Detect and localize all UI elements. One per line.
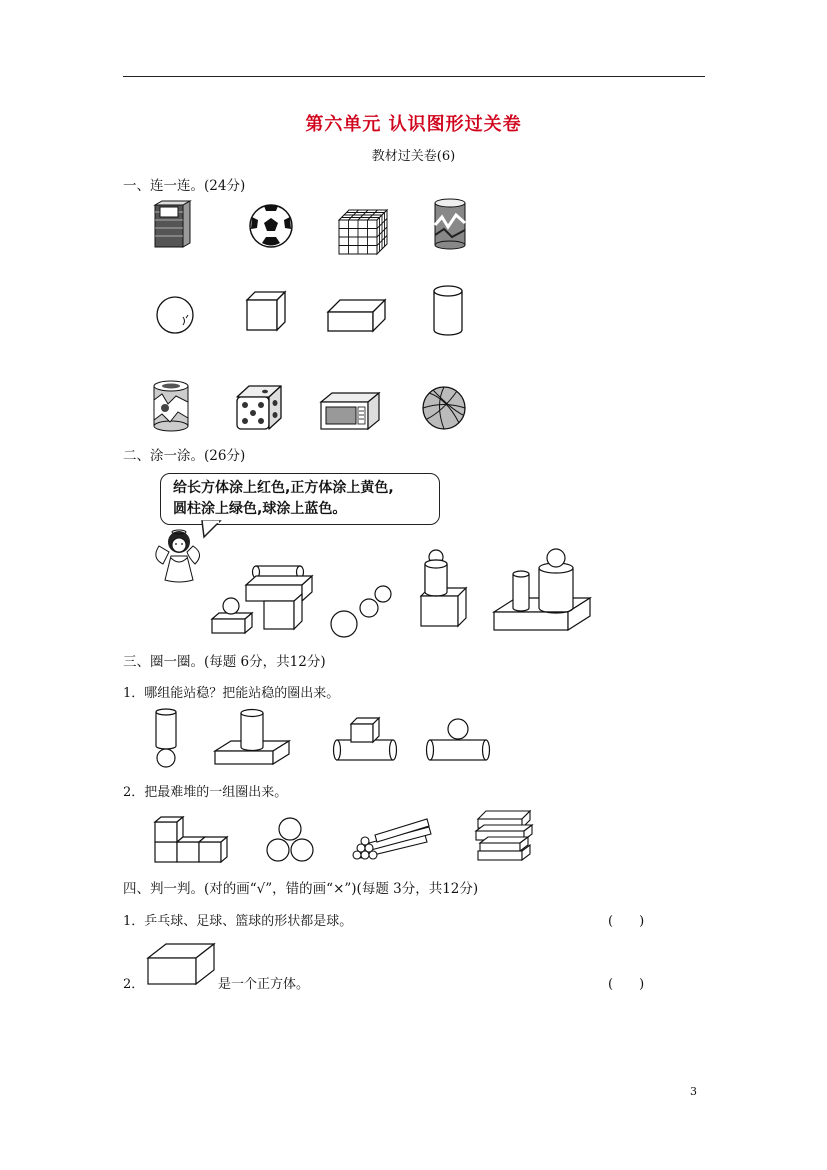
- sphere-group-b: [328, 584, 394, 640]
- shape-group-d: [492, 546, 592, 636]
- page-title: 第六单元 认识图形过关卷: [305, 114, 522, 135]
- speech-bubble-line-1: 给长方体涂上红色,正方体涂上黄色,: [173, 480, 394, 496]
- shape-group-a: [210, 563, 320, 635]
- sphere-icon: [155, 295, 197, 337]
- page-subtitle: 教材过关卷(6): [371, 149, 456, 164]
- soccer-ball-icon: [248, 203, 294, 249]
- section-3-question-1: 1．哪组能站稳？把能站稳的圈出来。: [123, 686, 340, 701]
- section-3-question-2: 2．把最难堆的一组圈出来。: [123, 785, 288, 800]
- cuboid-question-icon: [146, 942, 216, 988]
- section-4-question-2-text: 是一个正方体。: [218, 977, 310, 992]
- section-1-heading: 一、连一连。(24分): [123, 178, 246, 194]
- pile-option-2: [265, 816, 315, 864]
- pile-option-3: [351, 815, 433, 861]
- box-icon: [152, 200, 192, 250]
- pile-option-1: [153, 815, 227, 865]
- stack-option-2: [213, 707, 291, 767]
- can-icon: [432, 197, 468, 251]
- tin-can-icon: [150, 378, 192, 434]
- section-4-question-2-number: 2．: [123, 977, 145, 992]
- cube-icon: [244, 290, 288, 334]
- speech-bubble-line-2: 圆柱涂上绿色,球涂上蓝色。: [173, 501, 347, 517]
- cylinder-icon: [431, 284, 465, 338]
- section-4-question-1: 1．乒乓球、足球、篮球的形状都是球。: [123, 914, 353, 929]
- section-2-heading: 二、涂一涂。(26分): [123, 448, 246, 464]
- volleyball-icon: [421, 385, 467, 431]
- shape-group-c: [418, 548, 470, 628]
- angel-girl-icon: [153, 528, 205, 584]
- microwave-icon: [318, 390, 382, 432]
- stack-option-1: [150, 706, 186, 768]
- pile-option-4: [474, 807, 536, 863]
- answer-bracket-2[interactable]: ( ): [608, 977, 645, 992]
- header-rule: [123, 76, 705, 77]
- answer-bracket-1[interactable]: ( ): [608, 914, 645, 929]
- stack-option-4: [426, 716, 490, 764]
- speech-bubble-text: [173, 478, 394, 520]
- section-3-heading: 三、圈一圈。(每题 6分，共12分): [123, 654, 326, 670]
- section-4-heading: 四、判一判。(对的画“√”，错的画“×”)(每题 3分，共12分): [123, 881, 479, 897]
- rubiks-cube-icon: [335, 208, 391, 256]
- cuboid-icon: [326, 298, 388, 334]
- page-number: 3: [690, 1085, 697, 1098]
- stack-option-3: [333, 714, 397, 764]
- dice-icon: [233, 383, 285, 433]
